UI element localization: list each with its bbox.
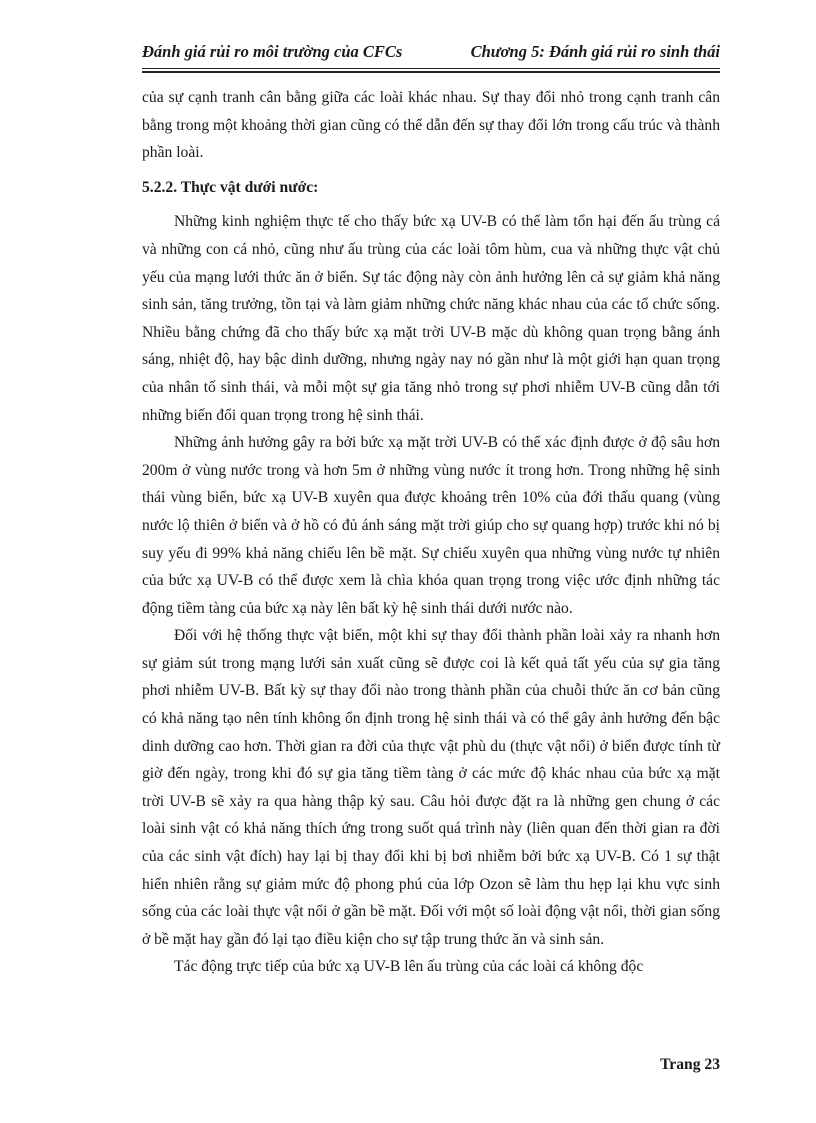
- body-paragraph: Tác động trực tiếp của bức xạ UV-B lên ấu trùng của các loài cá không độc: [174, 958, 644, 976]
- header-divider-thick: [142, 71, 720, 73]
- page-body: [142, 84, 720, 981]
- body-paragraph: Những kinh nghiệm thực tế cho thấy bức xạ UV-B có thể làm tổn hại đến ấu trùng cá và những con cá nhỏ, cũng như ấu trùng của các loài tôm hùm, cua và những thực vật chủ yếu của mạng lưới thức ăn ở biển. Sự tác động này còn ảnh hưởng lên cả sự giảm khả năng sinh sản, tăng trưởng, tồn tại và làm giảm những chức năng khác nhau của các tổ chức sống. Nhiều bằng chứng đã cho thấy bức xạ mặt trời UV-B mặc dù không quan trọng bằng ánh sáng, nhiệt độ, hay bậc dinh dưỡng, nhưng ngày nay nó gần như là một giới hạn quan trọng của nhân tố sinh thái, và mỗi một sự gia tăng nhỏ trong sự phơi nhiễm UV-B cũng dẫn tới những biến đổi quan trọng trong hệ sinh thái.: [142, 213, 720, 424]
- header-divider: [142, 68, 720, 69]
- running-header: [142, 42, 720, 66]
- document-title: Đánh giá rủi ro môi trường của CFCs: [142, 42, 403, 61]
- section-heading: 5.2.2. Thực vật dưới nước:: [142, 178, 319, 196]
- page-number: Trang 23: [660, 1056, 720, 1073]
- body-paragraph: Đối với hệ thống thực vật biển, một khi sự thay đổi thành phần loài xảy ra nhanh hơn sự giảm sút trong mạng lưới sản xuất cũng sẽ được coi là kết quả tất yếu của sự gia tăng phơi nhiễm UV-B. Bất kỳ sự thay đổi nào trong thành phần của chuỗi thức ăn cơ bản cũng có khả năng tạo nên tính không ổn định trong hệ sinh thái và có thể gây ảnh hưởng đến bậc dinh dưỡng cao hơn. Thời gian ra đời của thực vật phù du (thực vật nổi) ở biển được tính từ giờ đến ngày, trong khi đó sự gia tăng tiềm tàng ở các mức độ khác nhau của bức xạ mặt trời UV-B sẽ xảy ra qua hàng thập kỷ sau. Câu hỏi được đặt ra là những gen chung ở các loài sinh vật có khả năng thích ứng trong suốt quá trình này (liên quan đến thời gian ra đời của các sinh vật đích) hay lại bị thay đổi khi bị bơi nhiễm bởi bức xạ UV-B. Có 1 sự thật hiển nhiên rằng sự giảm mức độ phong phú của lớp Ozon sẽ làm thu hẹp lại khu vực sinh sống của các loài thực vật nổi ở gần bề mặt. Đối với một số loài động vật nổi, thời gian sống ở bề mặt hay gần đó lại tạo điều kiện cho sự tập trung thức ăn và sinh sản.: [142, 627, 720, 948]
- body-paragraph: Những ảnh hưởng gây ra bởi bức xạ mặt trời UV-B có thể xác định được ở độ sâu hơn 200m ở vùng nước trong và hơn 5m ở những vùng nước ít trong hơn. Trong những hệ sinh thái vùng biển, bức xạ UV-B xuyên qua được khoảng trên 10% của đới thấu quang (vùng nước lộ thiên ở biển và ở hồ có đủ ánh sáng mặt trời giúp cho sự quang hợp) trước khi nó bị suy yếu đi 99% khả năng chiếu lên bề mặt. Sự chiếu xuyên qua những vùng nước tự nhiên của bức xạ UV-B có thể được xem là chìa khóa quan trọng trong việc ước định những tác động tiềm tàng của bức xạ này lên bất kỳ hệ sinh thái dưới nước nào.: [142, 434, 720, 617]
- chapter-title: Chương 5: Đánh giá rủi ro sinh thái: [470, 42, 720, 61]
- intro-paragraph: của sự cạnh tranh cân bằng giữa các loài khác nhau. Sự thay đổi nhỏ trong cạnh tranh cân bằng trong một khoảng thời gian cũng có thể dẫn đến sự thay đổi lớn trong cấu trúc và thành phần loài.: [142, 89, 720, 162]
